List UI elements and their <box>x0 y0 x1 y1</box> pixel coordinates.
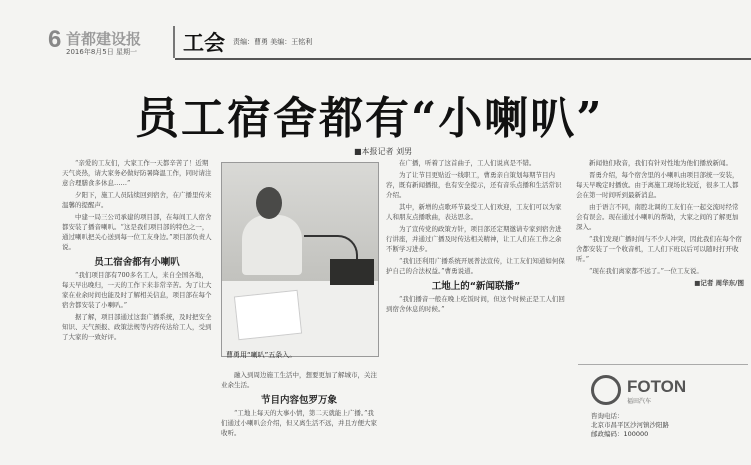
paragraph: “工地上每天的大事小情，第二天就能上广播。”我们通过小喇叭会介绍，但又离生活不远，并且方便大家收听。 <box>221 409 377 437</box>
ad-line: 咨询电话： <box>591 412 624 420</box>
masthead-divider <box>173 26 175 58</box>
subheading: 工地上的“新闻联播” <box>431 281 521 292</box>
paragraph: 晋勇介绍，每个宿舍里的小喇叭由项目部统一安装，每天早晚定时播放。由于离施工现场比较近，很多工人都会在第一时间听到最新消息。 <box>576 171 739 199</box>
subheading: 员工宿舍都有小喇叭 <box>94 257 180 268</box>
ad-text <box>591 412 741 439</box>
paragraph: 其中，新增的点歌环节最受工人们欢迎，工友们可以为家人和朋友点播歌曲，表达思念。 <box>386 203 562 221</box>
paragraph: 为了宣传党的政策方针，项目部还定期邀请专家到宿舍进行讲座，并通过广播及时传达相关精神，让工人们在工作之余不断学习进步。 <box>386 225 562 253</box>
section-title: 工会 <box>183 31 225 55</box>
photo-person-head <box>256 187 282 219</box>
paragraph: 中建一局三公司承建的项目部，在每间工人宿舍都安装了播音喇叭。“这是我们项目部的特色之一，通过喇叭把关心送到每一位工友身边。”项目部负责人说。 <box>62 213 212 251</box>
photo-caption: 曹勇用“喇叭”五条入。 <box>226 351 297 359</box>
date-line: 2016年8月5日 星期一 <box>66 48 137 56</box>
paragraph: 由于语言不同，南腔北调的工友们在一起交流时经常会有误会。现在通过小喇叭的帮助，大家之间的了解更加深入。 <box>576 203 739 231</box>
byline: ■本报记者 刘男 <box>354 147 413 156</box>
brand-subtitle: 福田汽车 <box>627 398 652 405</box>
paragraph: 为了让节目更贴近一线职工，曹勇亲自策划每期节目内容，既有新闻播报，也有安全提示，还有音乐点播和生活常识介绍。 <box>386 171 562 199</box>
page-number: 6 <box>48 26 62 53</box>
article-column-1 <box>62 158 212 463</box>
paragraph: 夕阳下，施工人员陆续回到宿舍，在广播里传来温馨的提醒声。 <box>62 191 212 209</box>
ad-line: 北京市昌平区沙河镇沙阳路 <box>591 421 669 429</box>
article-column-2 <box>221 370 377 463</box>
subheading: 节目内容包罗万象 <box>260 395 337 406</box>
paragraph: 新闻他们收音，我们有针对性地为他们播放新闻。 <box>589 159 732 167</box>
photo-equipment <box>330 259 374 285</box>
editors-line: 责编：曹勇 美编：王铭利 <box>233 38 313 46</box>
paragraph: 在广播，听着了这首曲子，工人们说真是不错。 <box>399 159 536 167</box>
article-photo <box>221 162 379 357</box>
ad-line: 邮政编码：100000 <box>591 430 649 438</box>
headline: 员工宿舍都有“小喇叭” <box>135 93 604 144</box>
paragraph: “现在我们离家都不远了。”一位工友说。 <box>589 267 703 275</box>
author-credit: ■记者 周华东/图 <box>694 279 744 287</box>
foton-logo <box>591 375 701 405</box>
paragraph: “我们还利用广播系统开展普法宣传，让工友们知道如何保护自己的合法权益。”曹勇说道。 <box>386 257 565 275</box>
masthead-rule <box>175 58 751 60</box>
paragraph: “我们播音一般在晚上吃饭时间，但这个时候正是工人们回到宿舍休息的时候。” <box>386 295 565 313</box>
photo-document <box>234 290 302 340</box>
paragraph: 融入到周边施工生活中，想要更加了解城市，关注业余生活。 <box>221 371 377 389</box>
foton-logo-icon <box>591 375 621 405</box>
paper-name: 首都建设报 <box>66 30 142 48</box>
paragraph: “我们发现广播时间与不少人冲突，因此我们在每个宿舍都安装了一个收音机，工人们下班以后可以随时打开收听。” <box>576 235 742 263</box>
paragraph: “我们项目部有700多名工人，来自全国各地，每天早出晚归，一天的工作下来非常辛苦。为了让大家在业余时间也能及时了解相关信息，项目部在每个宿舍都安装了小喇叭。” <box>62 271 212 309</box>
photo-person-body <box>242 215 302 275</box>
article-column-4 <box>576 158 744 358</box>
masthead <box>0 0 751 62</box>
brand-name: FOTON <box>627 377 687 396</box>
article-column-3 <box>386 158 566 463</box>
ad-divider <box>578 364 748 365</box>
paragraph: 据了解，项目部通过这套广播系统，及时把安全知识、天气预报、政策法规等内容传达给工人，受到了大家的一致好评。 <box>62 313 212 341</box>
paragraph: “亲爱的工友们，大家工作一天都辛苦了！近期天气炎热，请大家务必做好防暑降温工作，同时请注意合理膳食多休息……” <box>62 159 212 187</box>
